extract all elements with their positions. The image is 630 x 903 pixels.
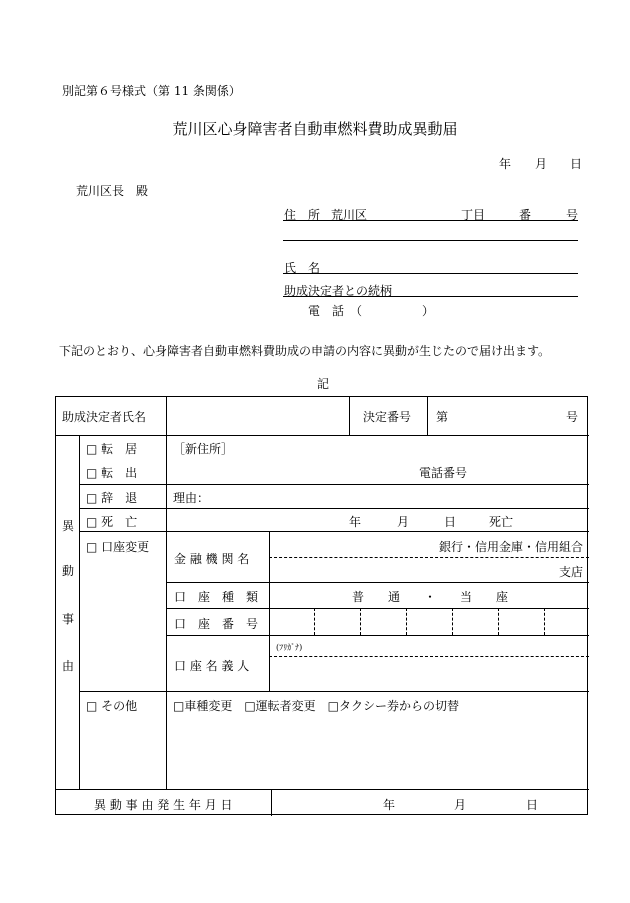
death-month: 月	[397, 515, 410, 529]
row-divider	[79, 484, 589, 485]
bank-dashed-line	[269, 557, 589, 558]
row-divider	[79, 531, 589, 532]
recipient-name-field[interactable]	[167, 398, 348, 434]
change-date-day: 日	[526, 798, 539, 812]
death-suffix: 死亡	[489, 515, 514, 529]
relation-line[interactable]	[283, 296, 578, 297]
decision-no-go: 号	[566, 410, 579, 424]
address-prefix: 荒川区	[331, 208, 368, 222]
decision-no-label: 決定番号	[363, 410, 412, 424]
recipient-name-label: 助成決定者氏名	[62, 410, 147, 424]
digit-divider	[360, 608, 361, 635]
account-holder-label: 口 座 名 義 人	[174, 659, 250, 673]
address-line-2[interactable]	[283, 240, 578, 241]
name-label: 氏 名	[284, 261, 321, 275]
relation-label: 助成決定者との続柄	[284, 284, 393, 298]
phone-label: 電 話 （ ）	[308, 304, 435, 318]
date-year-label: 年	[499, 157, 512, 171]
col-divider	[427, 397, 428, 435]
new-address-label: ［新住所］	[173, 442, 234, 456]
furigana-dashed-line	[269, 656, 589, 657]
date-day-label: 日	[570, 157, 583, 171]
address-chome: 丁目	[461, 208, 486, 222]
reason-label-char: 異	[62, 519, 75, 533]
address-ban: 番	[519, 208, 532, 222]
change-date-label: 異 動 事 由 発 生 年 月 日	[94, 798, 233, 812]
col-divider	[166, 435, 167, 789]
page-title: 荒川区心身障害者自動車燃料費助成異動届	[172, 120, 458, 138]
death-year: 年	[349, 515, 362, 529]
ki-label: 記	[317, 377, 330, 391]
col-divider	[349, 397, 350, 435]
digit-divider	[406, 608, 407, 635]
reason-label-char: 由	[62, 659, 75, 673]
option-death[interactable]: □ 死 亡	[86, 515, 138, 529]
address-label: 住 所	[284, 208, 321, 222]
address-go: 号	[566, 208, 579, 222]
digit-divider	[544, 608, 545, 635]
account-type-options[interactable]: 普 通 ・ 当 座	[352, 590, 509, 604]
row-divider	[56, 789, 589, 790]
row-divider	[166, 582, 589, 583]
digit-divider	[452, 608, 453, 635]
row-divider	[166, 635, 589, 636]
addressee: 荒川区長 殿	[76, 184, 149, 198]
form-number: 別記第６号様式（第 11 条関係）	[62, 84, 241, 98]
name-line[interactable]	[283, 273, 578, 274]
col-divider	[79, 435, 80, 789]
furigana-label: (ﾌﾘｶﾞﾅ)	[276, 643, 303, 652]
col-divider	[269, 531, 270, 691]
reason-label-char: 動	[62, 564, 75, 578]
date-month-label: 月	[535, 157, 548, 171]
change-date-year: 年	[383, 798, 396, 812]
option-move-in[interactable]: □ 転 居	[86, 442, 138, 456]
row-divider	[56, 435, 589, 436]
bank-types: 銀行・信用金庫・信用組合	[439, 540, 584, 554]
intro-text: 下記のとおり、心身障害者自動車燃料費助成の申請の内容に異動が生じたので届け出ます。	[59, 344, 551, 358]
other-options[interactable]: □車種変更 □運転者変更 □タクシー券からの切替	[173, 699, 460, 713]
option-account-change[interactable]: □ 口座変更	[86, 540, 150, 554]
change-form-table	[55, 396, 588, 815]
row-divider	[166, 608, 589, 609]
branch-label: 支店	[559, 565, 584, 579]
decision-no-dai: 第	[436, 410, 449, 424]
option-withdraw[interactable]: □ 辞 退	[86, 491, 138, 505]
row-divider	[79, 508, 589, 509]
account-type-label: 口 座 種 類	[174, 590, 259, 604]
reason-label-char: 事	[62, 612, 75, 626]
col-divider	[271, 789, 272, 816]
digit-divider	[314, 608, 315, 635]
digit-divider	[498, 608, 499, 635]
bank-name-label: 金 融 機 関 名	[174, 552, 250, 566]
address-line-1[interactable]	[283, 220, 578, 221]
row-divider	[79, 691, 589, 692]
option-move-out[interactable]: □ 転 出	[86, 466, 138, 480]
phone-number-label: 電話番号	[419, 466, 468, 480]
option-other[interactable]: □ その他	[86, 699, 138, 713]
death-day: 日	[444, 515, 457, 529]
change-date-month: 月	[454, 798, 467, 812]
reason-prefix: 理由：	[173, 491, 210, 505]
account-number-label: 口 座 番 号	[174, 617, 259, 631]
